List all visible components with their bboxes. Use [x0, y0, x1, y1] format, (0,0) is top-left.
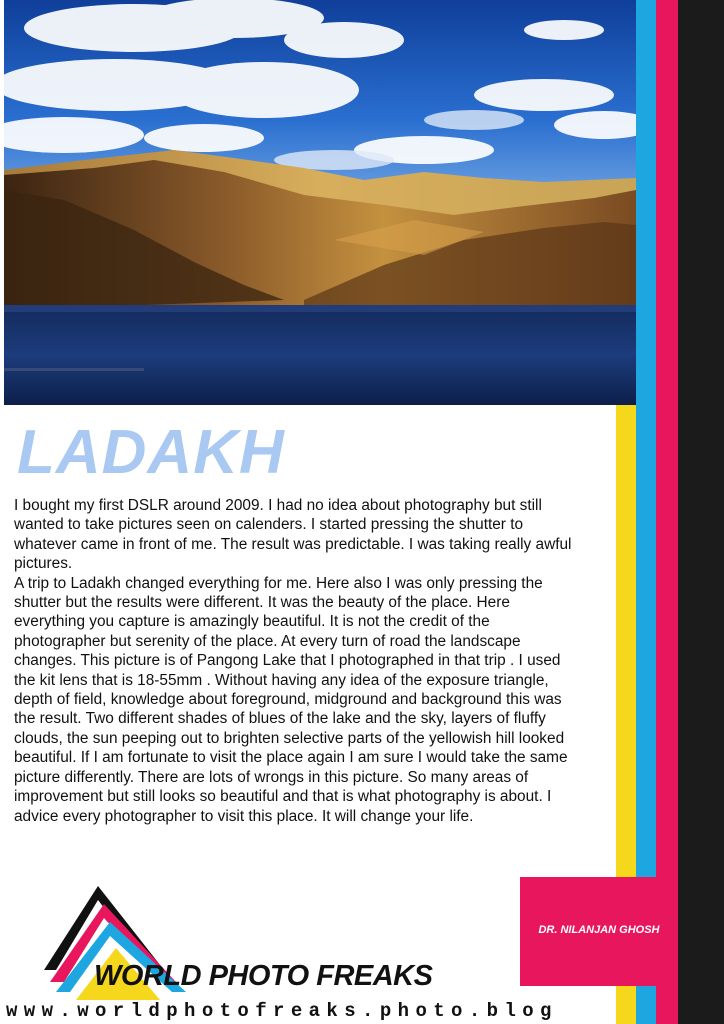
article-paragraph: A trip to Ladakh changed everything for me. Here also I was only pressing the shutter but the results were different. It was the beauty of the place. Here everything you capture is amazingly beautiful. It is not the credit of the photographer but serenity of the place. At every turn of road the landscape changes. This picture is of Pangong Lake that I photographed in that trip . I used the kit lens that is 18-55mm . Without having any idea of the exposure triangle, depth of field, knowledge about foreground, midground and background this was the result. Two different shades of blues of the lake and the sky, layers of fluffy clouds, the sun peeping out to brighten selective parts of the yellowish hill looked beautiful. If I am fortunate to visit the place again I am sure I would take the same picture differently. There are lots of wrongs in this picture. So many areas of improvement but still looks so beautiful and that is what photography is about. I advice every photographer to visit this place. It will change your life. [14, 574, 568, 825]
black-stripe [678, 0, 724, 1024]
author-name: DR. NILANJAN GHOSH [538, 924, 660, 936]
landscape-photo [4, 0, 636, 405]
website-url: www.worldphotofreaks.photo.blog [6, 1000, 558, 1022]
brand-name: WORLD PHOTO FREAKS [94, 960, 433, 992]
magenta-stripe [656, 0, 678, 1024]
article-body [14, 496, 574, 826]
cyan-stripe [636, 0, 656, 1024]
article-paragraph: I bought my first DSLR around 2009. I had no idea about photography but still wanted to take pictures seen on calenders. I started pressing the shutter to whatever came in front of me. The result was predictable. I was taking really awful pictures. [14, 497, 572, 573]
article-title: LADAKH [17, 418, 285, 487]
author-box [520, 877, 678, 986]
